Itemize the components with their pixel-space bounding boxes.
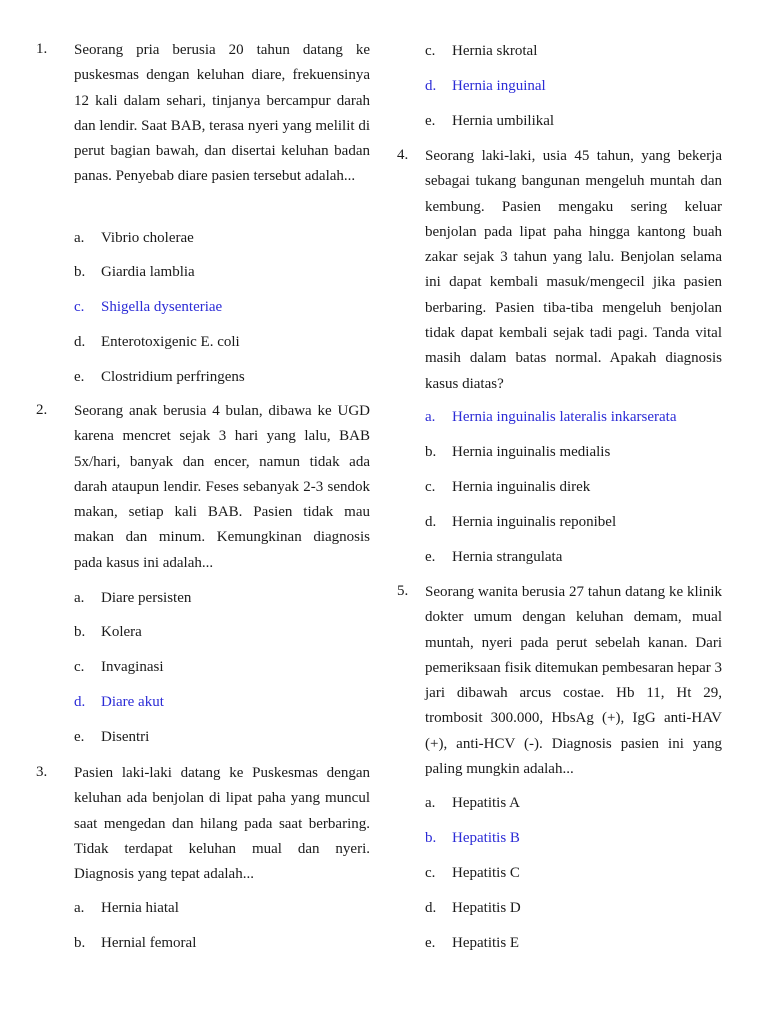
- option-text: Diare persisten: [101, 590, 192, 606]
- option-letter: c.: [74, 299, 85, 315]
- option-letter: d.: [425, 514, 437, 530]
- option-text: Hernia strangulata: [452, 549, 563, 565]
- option-text: Hernia hiatal: [101, 900, 179, 916]
- question-number: 5.: [397, 583, 409, 599]
- option-letter: c.: [74, 659, 85, 675]
- option-letter: a.: [425, 795, 436, 811]
- option-text: Hepatitis A: [452, 795, 520, 811]
- option-text: Shigella dysenteriae: [101, 299, 223, 315]
- option-letter: a.: [74, 230, 85, 246]
- question-number: 1.: [36, 41, 48, 57]
- option-text: Hepatitis E: [452, 935, 520, 951]
- option-letter: d.: [74, 334, 86, 350]
- option-letter: b.: [74, 264, 86, 280]
- option-text: Giardia lamblia: [101, 264, 195, 280]
- option-letter: e.: [425, 549, 436, 565]
- option-letter: c.: [425, 43, 436, 59]
- option-letter: d.: [425, 78, 437, 94]
- option-text: Hernia umbilikal: [452, 113, 555, 129]
- option-text: Hernia skrotal: [452, 43, 538, 59]
- option-text: Hernial femoral: [101, 935, 197, 951]
- option-text: Enterotoxigenic E. coli: [101, 334, 240, 350]
- option-text: Vibrio cholerae: [101, 230, 194, 246]
- option-text: Hernia inguinalis medialis: [452, 444, 611, 460]
- question-number: 4.: [397, 147, 409, 163]
- question-text: Pasien laki-laki datang ke Puskesmas dengan keluhan ada benjolan di lipat paha yang muncul saat mengedan dan hilang pada saat berbaring. Tidak terdapat keluhan mual dan nyeri. Diagnosis yang tepat adalah...: [74, 765, 370, 883]
- option-letter: c.: [425, 479, 436, 495]
- option-letter: b.: [74, 935, 86, 951]
- option-letter: e.: [74, 729, 85, 745]
- option-letter: a.: [74, 900, 85, 916]
- question-text: Seorang wanita berusia 27 tahun datang ke klinik dokter umum dengan keluhan demam, mual muntah, nyeri pada perut sebelah kanan. Dari pemeriksaan fisik ditemukan pembesaran hepar 3 jari dibawah arcus costae. Hb 11, Ht 29, trombosit 300.000, HbsAg (+), IgG anti-HAV (+), anti-HCV (-). Diagnosis pasien ini yang paling mungkin adalah...: [425, 584, 722, 778]
- question-text: Seorang pria berusia 20 tahun datang ke puskesmas dengan keluhan diare, frekuensinya 12 kali dalam sehari, tinjanya bercampur darah dan lendir. Saat BAB, terasa nyeri yang melilit di perut bagian bawah, dan disertai keluhan badan panas. Penyebab diare pasien tersebut adalah...: [74, 42, 370, 185]
- question-number: 3.: [36, 764, 48, 780]
- question-number: 2.: [36, 402, 48, 418]
- option-text: Hernia inguinalis reponibel: [452, 514, 617, 530]
- question-text: Seorang laki-laki, usia 45 tahun, yang bekerja sebagai tukang bangunan mengeluh muntah dan kembung. Pasien mengaku sering keluar benjolan pada lipat paha hingga kantong buah zakar sejak 3 tahun yang lalu. Benjolan selama ini dapat kembali masuk/mengecil jika pasien berbaring. Pasien tiba-tiba mengeluh benjolan tidak dapat kembali sejak tadi pagi. Tanda vital masih dalam batas normal. Apakah diagnosis kasus diatas?: [425, 148, 722, 392]
- option-text: Hernia inguinalis lateralis inkarserata: [452, 409, 677, 425]
- option-letter: e.: [425, 935, 436, 951]
- question-3: [36, 761, 370, 887]
- option-letter: a.: [74, 590, 85, 606]
- option-letter: b.: [425, 830, 437, 846]
- option-text: Invaginasi: [101, 659, 164, 675]
- option-text: Clostridium perfringens: [101, 369, 245, 385]
- option-text: Hernia inguinal: [452, 78, 546, 94]
- option-letter: e.: [74, 369, 85, 385]
- option-text: Diare akut: [101, 694, 164, 710]
- question-text: Seorang anak berusia 4 bulan, dibawa ke UGD karena mencret sejak 3 hari yang lalu, BAB 5x/hari, banyak dan encer, namun tidak ada darah ataupun lendir. Feses sebanyak 2-3 sendok makan, setiap kali BAB. Pasien tidak mau makan dan minum. Kemungkinan diagnosis pada kasus ini adalah...: [74, 403, 370, 571]
- option-letter: a.: [425, 409, 436, 425]
- option-letter: e.: [425, 113, 436, 129]
- option-text: Hepatitis D: [452, 900, 521, 916]
- question-1: [36, 38, 370, 190]
- option-letter: d.: [74, 694, 86, 710]
- option-letter: b.: [74, 624, 86, 640]
- question-2: [36, 399, 370, 576]
- option-text: Hepatitis C: [452, 865, 520, 881]
- option-text: Hepatitis B: [452, 830, 520, 846]
- option-letter: c.: [425, 865, 436, 881]
- option-text: Hernia inguinalis direk: [452, 479, 591, 495]
- question-4: [387, 144, 722, 397]
- option-letter: d.: [425, 900, 437, 916]
- question-5: [387, 580, 722, 782]
- option-text: Kolera: [101, 624, 142, 640]
- option-text: Disentri: [101, 729, 150, 745]
- option-letter: b.: [425, 444, 437, 460]
